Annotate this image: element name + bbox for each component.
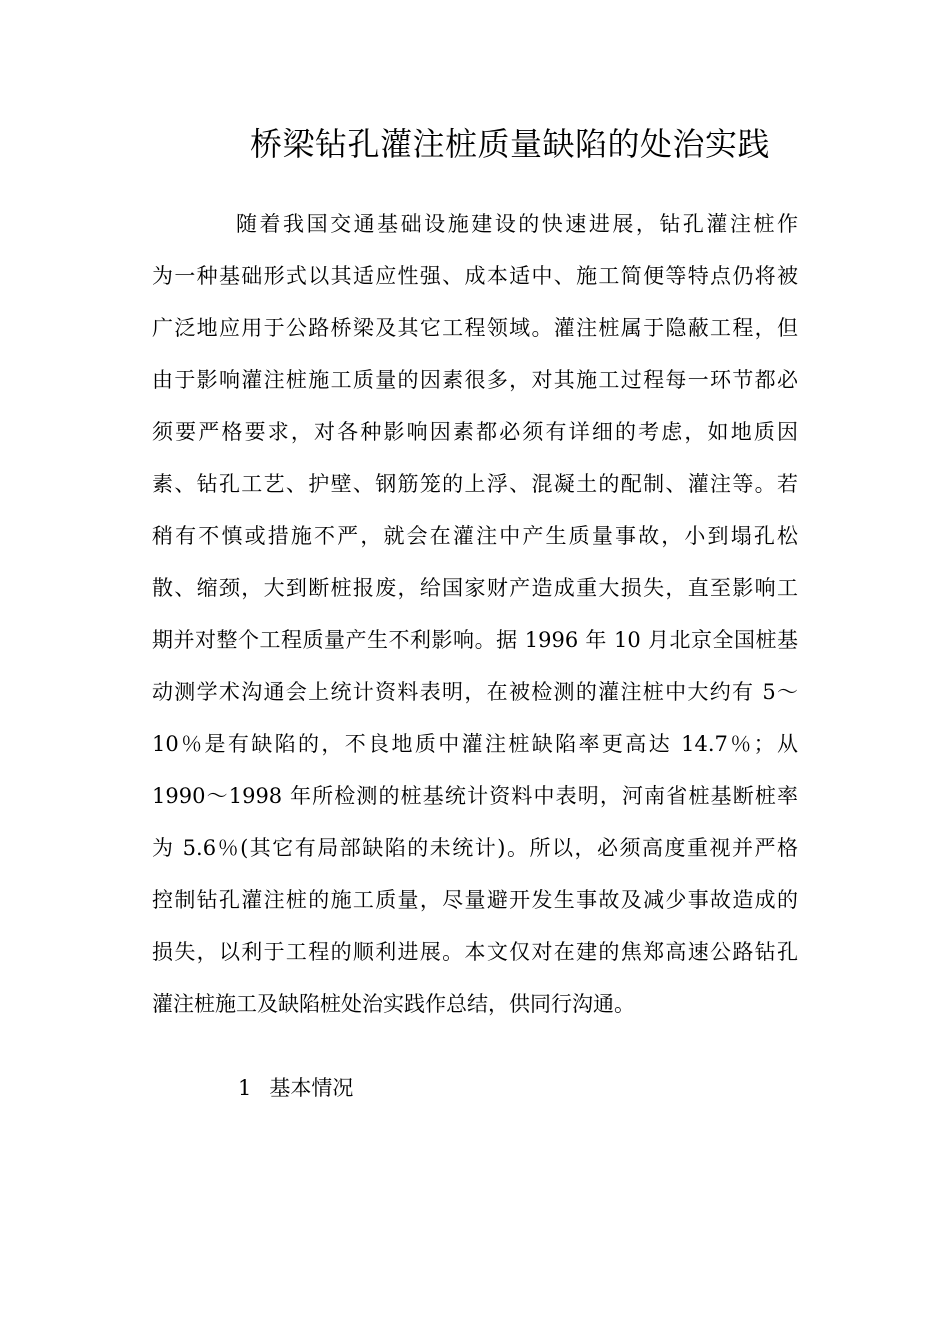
section-number: 1 [238,1076,252,1100]
paragraph-line: 损失，以利于工程的顺利进展。本文仅对在建的焦郑高速公路钻孔 [152,940,798,964]
paragraph-line: 素、钻孔工艺、护壁、钢筋笼的上浮、混凝土的配制、灌注等。若 [152,472,798,496]
paragraph-line: 灌注桩施工及缺陷桩处治实践作总结，供同行沟通。 [152,992,635,1016]
paragraph-line: 须要严格要求，对各种影响因素都必须有详细的考虑，如地质因 [152,420,798,444]
section-heading [238,1068,353,1108]
paragraph-line: 10％是有缺陷的，不良地质中灌注桩缺陷率更高达 14.7％；从 [152,732,798,756]
paragraph-line: 广泛地应用于公路桥梁及其它工程领域。灌注桩属于隐蔽工程，但 [152,316,798,340]
paragraph-line: 1990～1998 年所检测的桩基统计资料中表明，河南省桩基断桩率 [152,784,798,808]
document-title: 桥梁钻孔灌注桩质量缺陷的处治实践 [249,125,770,163]
paragraph-line: 控制钻孔灌注桩的施工质量，尽量避开发生事故及减少事故造成的 [152,888,798,912]
paragraph-line: 动测学术沟通会上统计资料表明，在被检测的灌注桩中大约有 5～ [152,680,798,704]
intro-paragraph [152,198,798,1030]
paragraph-line: 随着我国交通基础设施建设的快速进展，钻孔灌注桩作 [236,212,798,236]
paragraph-line: 期并对整个工程质量产生不利影响。据 1996 年 10 月北京全国桩基 [152,628,798,652]
section-title: 基本情况 [269,1076,354,1100]
paragraph-line: 为 5.6％(其它有局部缺陷的未统计)。所以，必须高度重视并严格 [152,836,798,860]
paragraph-line: 稍有不慎或措施不严，就会在灌注中产生质量事故，小到塌孔松 [152,524,798,548]
paragraph-line: 由于影响灌注桩施工质量的因素很多，对其施工过程每一环节都必 [152,368,798,392]
paragraph-line: 为一种基础形式以其适应性强、成本适中、施工简便等特点仍将被 [152,264,798,288]
paragraph-line: 散、缩颈，大到断桩报废，给国家财产造成重大损失，直至影响工 [152,576,798,600]
